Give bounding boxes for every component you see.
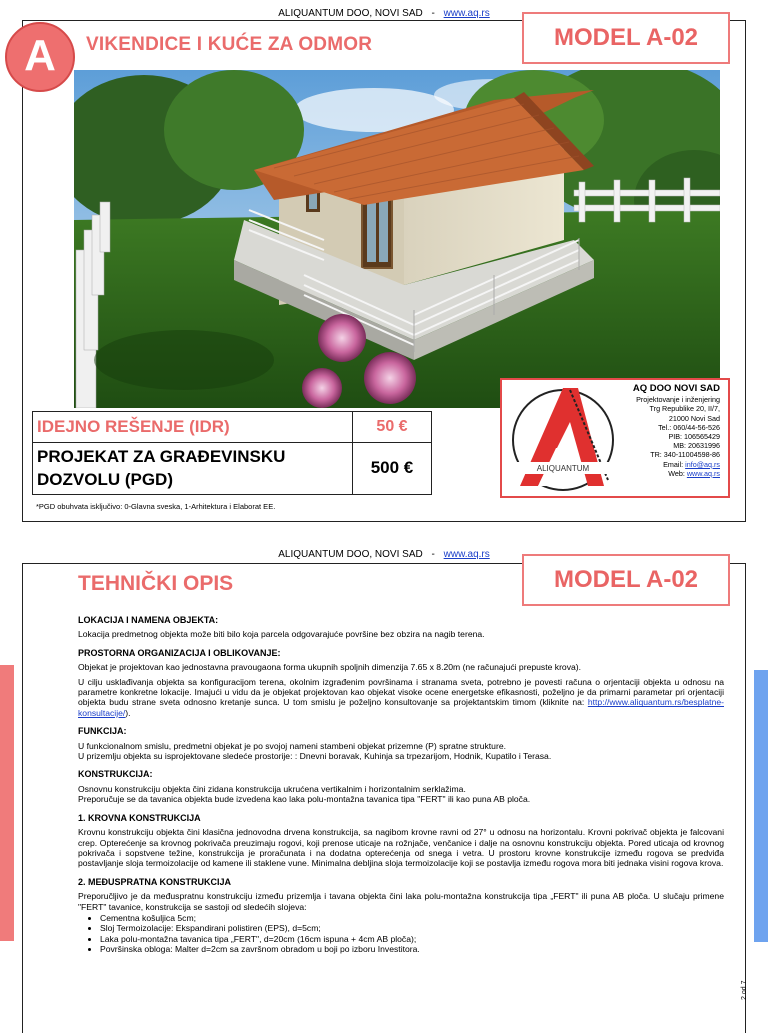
list-item: • Cementna košuljica 5cm;	[100, 913, 724, 923]
web-label: Web:	[668, 468, 685, 478]
page-number: 2 od 7	[741, 980, 748, 1000]
header-company: ALIQUANTUM DOO, NOVI SAD	[278, 8, 423, 19]
text-funkcija-2: U prizemlju objekta su isprojektovane sledeće prostorije: : Dnevni boravak, Kuhinja sa trpezarijom, Hodnik, Kupatilo i Terasa.	[78, 751, 552, 762]
header-website-link[interactable]: www.aq.rs	[443, 8, 490, 19]
text-funkcija-1: U funkcionalnom smislu, predmetni objekat je po svojoj nameni stambeni objekat prizemne (P) spratne strukture.	[78, 740, 506, 751]
price-row-pgd	[33, 442, 431, 494]
model-label: MODEL A-02	[522, 12, 730, 64]
price-footnote: *PGD obuhvata isključivo: 0-Glavna sveska, 1-Arhitektura i Elaborat EE.	[36, 502, 276, 511]
text-konstrukcija-2: Preporučuje se da tavanica objekta bude izvedena kao laka polu-montažna tavanica tipa "FERT" ili kao puna AB ploča.	[78, 794, 531, 805]
company-email-row	[633, 460, 720, 469]
heading-medjuspratna: 2. MEĐUSPRATNA KONSTRUKCIJA	[78, 876, 232, 887]
heading-lokacija: LOKACIJA I NAMENA OBJEKTA:	[78, 615, 219, 625]
heading-krov: 1. KROVNA KONSTRUKCIJA	[78, 812, 201, 823]
list-item: • Sloj Termoizolacije: Ekspandirani polistiren (EPS), d=5cm;	[100, 923, 724, 933]
header-company: ALIQUANTUM DOO, NOVI SAD	[278, 549, 423, 560]
price-table	[32, 411, 432, 495]
company-info-box	[500, 378, 730, 498]
text-funkcija	[78, 741, 724, 762]
list-item: • Laka polu-montažna tavanica tipa „FERT", d=20cm (16cm ispuna + 4cm AB ploča);	[100, 934, 724, 944]
company-line: 21000 Novi Sad	[668, 413, 720, 423]
brand-logo-badge: A	[5, 22, 75, 92]
text-lokacija: Lokacija predmetnog objekta može biti bilo koja parcela odgovarajuće površine bez obzira na nagib terena.	[78, 629, 485, 640]
model-label: MODEL A-02	[522, 554, 730, 606]
list-item: • Površinska obloga: Malter d=2cm sa završnom obradom u boji po izboru Investitora.	[100, 944, 724, 954]
company-line: Trg Republike 20, II/7,	[649, 404, 720, 414]
heading-konstrukcija: KONSTRUKCIJA:	[78, 769, 153, 780]
page-title: VIKENDICE I KUĆE ZA ODMOR	[86, 34, 373, 55]
text-krov: Krovnu konstrukciju objekta čini klasična jednovodna drvena konstrukcija, sa nagibom krovne ravni od 27° u odnosu na horizontalu. Krovni pokrivač objekta je falcovani crep. Opterećenje sa krovnog pokrivača preuzimaju rogovi, koji prenose uticaje na rožnjače, venčanice i dalje na osnovnu konstrukciju objekta. Pored uticaja od krovnog pokrivača i sopstvene težine, konstrukcija je proračunata i na dodatna opterećenja od snega i vetra. U prostoru krovne konstrukcije između rogova se predviđa postavljanje sloja termoizolacije od kamene ili staklene vune. Minimalna debljina sloja termoizolacije koji se postavlja između rogova mora biti jednaka visini rogova krova.	[78, 827, 724, 869]
price-label-idr: IDEJNO REŠENJE (IDR)	[33, 412, 353, 442]
house-photo	[74, 70, 720, 408]
company-line: MB: 20631996	[673, 441, 720, 451]
section-title: TEHNIČKI OPIS	[78, 572, 234, 595]
layers-list	[78, 913, 724, 955]
header-website-link[interactable]: www.aq.rs	[443, 549, 490, 560]
company-web-row	[633, 469, 720, 478]
text-prostorna-1: Objekat je projektovan kao jednostavna pravougaona forma ukupnih spoljnih dimenzija 7.65 x 8.20m (ne računajući prepuste krova).	[78, 662, 582, 673]
header-separator: -	[431, 549, 435, 560]
heading-prostorna: PROSTORNA ORGANIZACIJA I OBLIKOVANJE:	[78, 647, 281, 658]
text-konstrukcija	[78, 784, 724, 805]
logo-wordmark: ALIQUANTUM	[536, 464, 590, 473]
text-prostorna-2-body: U cilju usklađivanja objekta sa konfiguracijom terena, okolnim izgrađenim površinama i stranama sveta, potrebno je povesti računa o orjentaciji objekta u odnosu na parametre konkretne lokacije. Imajući u vidu da je objekat projektovan kao objekat visoke ocene energetske efikasnosti, poželjno je da primarni parametar pri orjentaciji objekta budu strane sveta odnosno kretanje sunca. U tom smislu je poželjno konsultovanje sa projektantskim timom (kliknite na:	[78, 676, 724, 708]
email-label: Email:	[663, 459, 684, 469]
side-tab-blue	[754, 670, 768, 942]
text-prostorna-2	[78, 677, 724, 719]
heading-funkcija: FUNKCIJA:	[78, 726, 127, 737]
house-render-illustration	[74, 70, 720, 408]
price-value-idr: 50 €	[376, 418, 408, 435]
side-tab-red	[0, 665, 14, 941]
price-row-idr	[33, 412, 431, 443]
email-link[interactable]: info@aq.rs	[685, 459, 720, 469]
web-link[interactable]: www.aq.rs	[686, 468, 720, 478]
company-details	[633, 384, 720, 478]
company-line: TR: 340-11004598-86	[650, 450, 720, 460]
text-prostorna-2-end: ).	[125, 707, 131, 718]
company-line: Tel.: 060/44-56-526	[658, 422, 720, 432]
technical-description	[78, 615, 724, 955]
price-value-pgd: 500 €	[370, 458, 414, 477]
consultation-link[interactable]: http://www.aliquantum.rs/besplatne-konsultacije/	[78, 697, 724, 718]
company-line: Projektovanje i inženjering	[636, 395, 720, 405]
text-medjuspratna: Preporučljivo je da međuspratnu konstrukciju između prizemlja i tavana objekta čini laka polu-montažna konstrukcija tipa „FERT" ili puna AB ploča. U slučaju primene "FERT" tavanice, konstrukcija se sastoji od sledećih slojeva:	[78, 891, 724, 912]
price-label-pgd: PROJEKAT ZA GRAĐEVINSKU DOZVOLU (PGD)	[33, 442, 353, 494]
aliquantum-logo	[508, 382, 618, 494]
company-line: PIB: 106565429	[668, 432, 720, 442]
company-name: AQ DOO NOVI SAD	[632, 383, 720, 394]
text-konstrukcija-1: Osnovnu konstrukciju objekta čini zidana konstrukcija ukrućena vertikalnim i horizontalnim serklažima.	[78, 783, 466, 794]
header-separator: -	[431, 8, 435, 19]
